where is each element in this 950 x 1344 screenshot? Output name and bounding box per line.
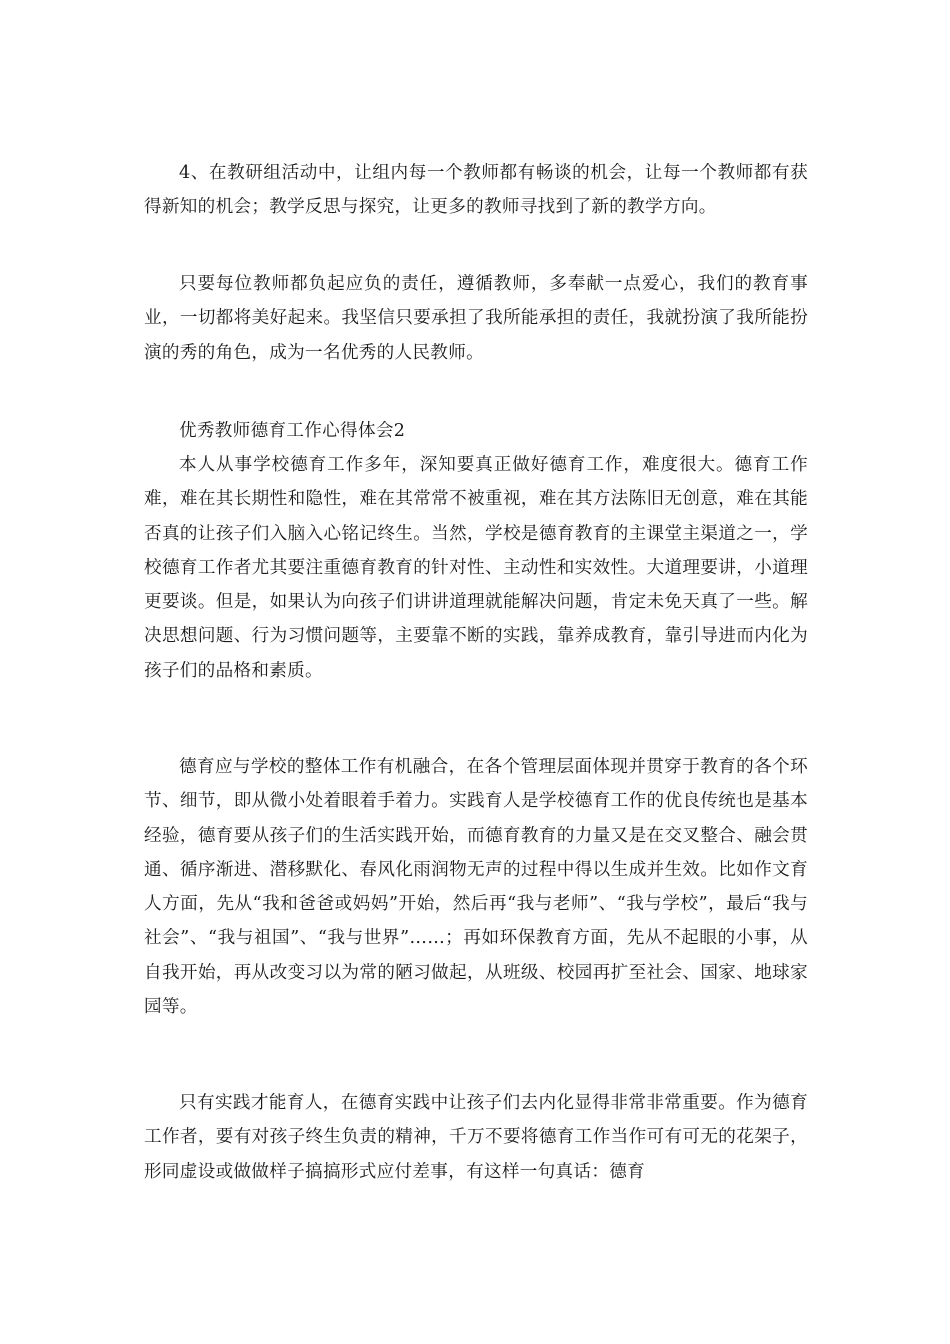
paragraph-practice: 只有实践才能育人，在德育实践中让孩子们去内化显得非常非常重要。作为德育工作者，要有对孩子终生负责的精神，千万不要将德育工作当作可有可无的花架子，形同虚设或做做样子搞搞形式应付差事，有这样一句真话：德育	[144, 1093, 808, 1182]
section-heading: 优秀教师德育工作心得体会2	[179, 421, 406, 441]
paragraph-integration: 德育应与学校的整体工作有机融合，在各个管理层面体现并贯穿于教育的各个环节、细节，即从微小处着眼着手着力。实践育人是学校德育工作的优良传统也是基本经验，德育要从孩子们的生活实践开始，而德育教育的力量又是在交叉整合、融会贯通、循序渐进、潜移默化、春风化雨润物无声的过程中得以生成并生效。比如作文育人方面，先从“我和爸爸或妈妈”开始，然后再“我与老师”、“我与学校”，最后“我与社会”、“我与祖国”、“我与世界”……；再如环保教育方面，先从不起眼的小事，从自我开始，再从改变习以为常的陋习做起，从班级、校园再扩至社会、国家、地球家园等。	[144, 757, 808, 1018]
paragraph-moral-education-difficulty: 本人从事学校德育工作多年，深知要真正做好德育工作，难度很大。德育工作难，难在其长期性和隐性，难在其常常不被重视，难在其方法陈旧无创意，难在其能否真的让孩子们入脑入心铭记终生。当然，学校是德育教育的主课堂主渠道之一，学校德育工作者尤其要注重德育教育的针对性、主动性和实效性。大道理要讲，小道理更要谈。但是，如果认为向孩子们讲讲道理就能解决问题，肯定未免天真了一些。解决思想问题、行为习惯问题等，主要靠不断的实践，靠养成教育，靠引导进而内化为孩子们的品格和素质。	[144, 455, 808, 681]
paragraph-responsibility: 只要每位教师都负起应负的责任，遵循教师，多奉献一点爱心，我们的教育事业，一切都将美好起来。我坚信只要承担了我所能承担的责任，我就扮演了我所能扮演的秀的角色，成为一名优秀的人民教师。	[144, 274, 808, 363]
paragraph-teaching-research: 4、在教研组活动中，让组内每一个教师都有畅谈的机会，让每一个教师都有获得新知的机会；教学反思与探究，让更多的教师寻找到了新的教学方向。	[144, 163, 808, 218]
